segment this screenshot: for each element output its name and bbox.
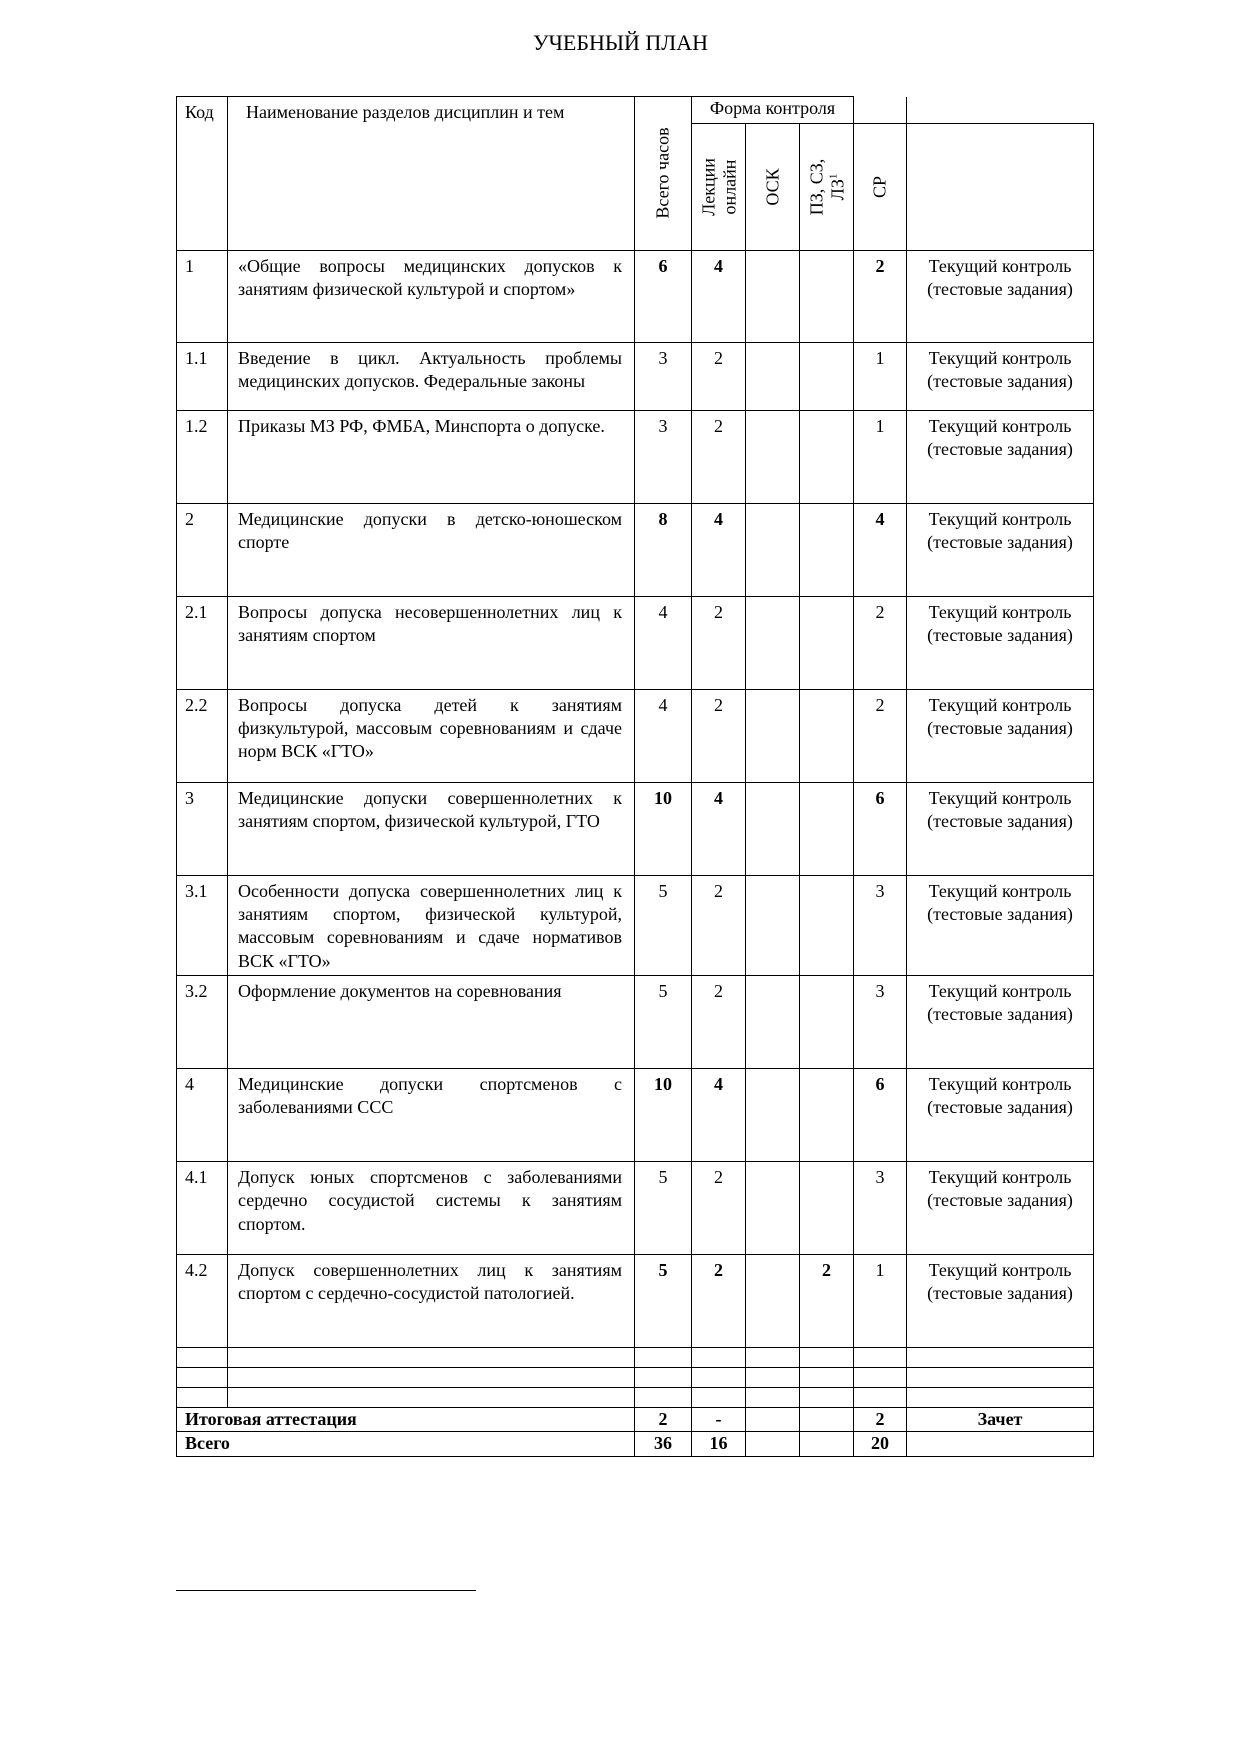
row-title: Допуск совершеннолетних лиц к занятиям спортом с сердечно-сосудистой патологией. <box>228 1255 635 1348</box>
empty-cell <box>907 1368 1094 1388</box>
table-row <box>177 342 1094 410</box>
row-code: 4 <box>177 1069 228 1162</box>
row-sr: 3 <box>854 976 907 1069</box>
empty-cell <box>692 1388 746 1408</box>
row-code: 2.2 <box>177 689 228 782</box>
empty-cell <box>854 1348 907 1368</box>
row-lectures: 2 <box>692 596 746 689</box>
row-osk <box>746 410 800 503</box>
row-lectures: 2 <box>692 976 746 1069</box>
row-control: Текущий контроль (тестовые задания) <box>907 410 1094 503</box>
row-pz <box>800 250 854 342</box>
empty-cell <box>746 1368 800 1388</box>
page-title: УЧЕБНЫЙ ПЛАН <box>533 30 708 55</box>
row-lectures: 2 <box>692 875 746 976</box>
curriculum-table <box>176 96 1094 1457</box>
row-pz <box>800 1069 854 1162</box>
row-sr: 4 <box>854 503 907 596</box>
final-attestation-row <box>177 1408 1094 1432</box>
row-sr: 2 <box>854 689 907 782</box>
total-row-pz <box>800 1432 854 1456</box>
header-pz-line1: ПЗ, СЗ, <box>805 158 826 215</box>
final-attestation-row-control: Зачет <box>907 1408 1094 1432</box>
row-code: 2 <box>177 503 228 596</box>
total-row-total: 36 <box>635 1432 692 1456</box>
header-blank-right <box>907 97 1094 124</box>
final-attestation-row-total: 2 <box>635 1408 692 1432</box>
row-control: Текущий контроль (тестовые задания) <box>907 782 1094 875</box>
row-lectures: 2 <box>692 689 746 782</box>
row-lectures: 4 <box>692 782 746 875</box>
empty-cell <box>635 1368 692 1388</box>
row-total-hours: 5 <box>635 1162 692 1255</box>
row-title: Особенности допуска совершеннолетних лиц к занятиям спортом, физической культурой, массовым соревнованиям и сдаче нормативов ВСК «ГТО» <box>228 875 635 976</box>
empty-cell <box>228 1348 635 1368</box>
row-osk <box>746 1255 800 1348</box>
row-pz: 2 <box>800 1255 854 1348</box>
row-title: Оформление документов на соревнования <box>228 976 635 1069</box>
row-sr: 2 <box>854 250 907 342</box>
final-attestation-row-osk <box>746 1408 800 1432</box>
row-pz <box>800 782 854 875</box>
header-sr <box>854 123 907 250</box>
empty-cell <box>692 1348 746 1368</box>
row-title: Допуск юных спортсменов с заболеваниями сердечно сосудистой системы к занятиям спортом. <box>228 1162 635 1255</box>
total-row-lec: 16 <box>692 1432 746 1456</box>
row-title: Медицинские допуски спортсменов с заболеваниями ССС <box>228 1069 635 1162</box>
header-sr-label: СР <box>869 175 890 198</box>
table-row <box>177 875 1094 976</box>
header-pz-line2: ЛЗ <box>826 178 847 200</box>
row-sr: 3 <box>854 875 907 976</box>
row-code: 3.2 <box>177 976 228 1069</box>
table-row <box>177 782 1094 875</box>
row-control: Текущий контроль (тестовые задания) <box>907 1069 1094 1162</box>
row-pz <box>800 875 854 976</box>
empty-cell <box>907 1348 1094 1368</box>
row-code: 2.1 <box>177 596 228 689</box>
table-row <box>177 410 1094 503</box>
table-row <box>177 503 1094 596</box>
row-total-hours: 6 <box>635 250 692 342</box>
row-pz <box>800 1162 854 1255</box>
row-lectures: 4 <box>692 250 746 342</box>
header-lectures-line2: онлайн <box>718 159 739 214</box>
header-total-hours <box>635 97 692 251</box>
header-lectures-label <box>698 158 739 216</box>
row-osk <box>746 875 800 976</box>
header-osk-label: ОСК <box>762 167 783 206</box>
row-pz <box>800 342 854 410</box>
header-osk <box>746 123 800 250</box>
row-osk <box>746 596 800 689</box>
total-row-label: Всего <box>177 1432 635 1456</box>
table-row <box>177 976 1094 1069</box>
row-pz <box>800 410 854 503</box>
row-control: Текущий контроль (тестовые задания) <box>907 596 1094 689</box>
row-total-hours: 8 <box>635 503 692 596</box>
empty-cell <box>177 1348 228 1368</box>
header-total-hours-label: Всего часов <box>652 127 673 219</box>
empty-cell <box>800 1368 854 1388</box>
header-lectures <box>692 123 746 250</box>
row-sr: 1 <box>854 410 907 503</box>
row-lectures: 4 <box>692 503 746 596</box>
row-osk <box>746 503 800 596</box>
row-pz <box>800 503 854 596</box>
row-code: 1.2 <box>177 410 228 503</box>
row-control: Текущий контроль (тестовые задания) <box>907 342 1094 410</box>
row-pz <box>800 689 854 782</box>
row-osk <box>746 689 800 782</box>
row-total-hours: 10 <box>635 782 692 875</box>
empty-row <box>177 1388 1094 1408</box>
row-sr: 1 <box>854 1255 907 1348</box>
empty-cell <box>635 1388 692 1408</box>
row-title: Приказы МЗ РФ, ФМБА, Минспорта о допуске. <box>228 410 635 503</box>
empty-cell <box>692 1368 746 1388</box>
final-attestation-row-sr: 2 <box>854 1408 907 1432</box>
row-sr: 1 <box>854 342 907 410</box>
empty-cell <box>228 1368 635 1388</box>
table-row <box>177 596 1094 689</box>
row-title: Вопросы допуска детей к занятиям физкультурой, массовым соревнованиям и сдаче норм ВСК «ГТО» <box>228 689 635 782</box>
header-lectures-line1: Лекции <box>697 157 718 216</box>
empty-cell <box>177 1368 228 1388</box>
row-title: Введение в цикл. Актуальность проблемы медицинских допусков. Федеральные законы <box>228 342 635 410</box>
header-pz-label <box>806 158 847 215</box>
row-title: Медицинские допуски совершеннолетних к занятиям спортом, физической культурой, ГТО <box>228 782 635 875</box>
row-code: 1 <box>177 250 228 342</box>
table-row <box>177 1162 1094 1255</box>
row-title: «Общие вопросы медицинских допусков к занятиям физической культурой и спортом» <box>228 250 635 342</box>
header-name: Наименование разделов дисциплин и тем <box>228 97 635 251</box>
header-pz <box>800 123 854 250</box>
empty-row <box>177 1368 1094 1388</box>
empty-cell <box>854 1388 907 1408</box>
final-attestation-row-lec: - <box>692 1408 746 1432</box>
empty-cell <box>907 1388 1094 1408</box>
row-total-hours: 4 <box>635 689 692 782</box>
footnote-separator <box>176 1590 476 1591</box>
table-row <box>177 250 1094 342</box>
table-row <box>177 1255 1094 1348</box>
row-title: Вопросы допуска несовершеннолетних лиц к занятиям спортом <box>228 596 635 689</box>
final-attestation-row-pz <box>800 1408 854 1432</box>
row-total-hours: 3 <box>635 342 692 410</box>
table-row <box>177 1069 1094 1162</box>
total-row <box>177 1432 1094 1456</box>
empty-cell <box>228 1388 635 1408</box>
table-row <box>177 689 1094 782</box>
empty-row <box>177 1348 1094 1368</box>
row-lectures: 2 <box>692 342 746 410</box>
row-code: 4.2 <box>177 1255 228 1348</box>
empty-cell <box>746 1348 800 1368</box>
row-osk <box>746 342 800 410</box>
row-total-hours: 5 <box>635 1255 692 1348</box>
row-total-hours: 3 <box>635 410 692 503</box>
row-control: Текущий контроль (тестовые задания) <box>907 503 1094 596</box>
row-total-hours: 4 <box>635 596 692 689</box>
row-sr: 6 <box>854 1069 907 1162</box>
row-sr: 6 <box>854 782 907 875</box>
row-code: 3 <box>177 782 228 875</box>
row-osk <box>746 976 800 1069</box>
curriculum-table-wrapper <box>176 96 1093 1457</box>
row-sr: 2 <box>854 596 907 689</box>
row-control: Текущий контроль (тестовые задания) <box>907 689 1094 782</box>
total-row-control <box>907 1432 1094 1456</box>
row-code: 1.1 <box>177 342 228 410</box>
row-total-hours: 10 <box>635 1069 692 1162</box>
header-control-group: Форма контроля <box>692 97 854 124</box>
row-code: 3.1 <box>177 875 228 976</box>
empty-cell <box>177 1388 228 1408</box>
row-osk <box>746 250 800 342</box>
row-control: Текущий контроль (тестовые задания) <box>907 875 1094 976</box>
row-lectures: 2 <box>692 410 746 503</box>
row-control: Текущий контроль (тестовые задания) <box>907 1255 1094 1348</box>
row-lectures: 2 <box>692 1162 746 1255</box>
header-code: Код <box>177 97 228 251</box>
row-code: 4.1 <box>177 1162 228 1255</box>
row-pz <box>800 976 854 1069</box>
row-control: Текущий контроль (тестовые задания) <box>907 1162 1094 1255</box>
row-osk <box>746 782 800 875</box>
row-title: Медицинские допуски в детско-юношеском спорте <box>228 503 635 596</box>
row-lectures: 2 <box>692 1255 746 1348</box>
empty-cell <box>800 1348 854 1368</box>
row-control: Текущий контроль (тестовые задания) <box>907 250 1094 342</box>
empty-cell <box>800 1388 854 1408</box>
row-total-hours: 5 <box>635 976 692 1069</box>
empty-cell <box>746 1388 800 1408</box>
total-row-osk <box>746 1432 800 1456</box>
row-sr: 3 <box>854 1162 907 1255</box>
header-blank <box>854 97 907 124</box>
header-control-empty <box>907 123 1094 250</box>
empty-cell <box>854 1368 907 1388</box>
final-attestation-row-label: Итоговая аттестация <box>177 1408 635 1432</box>
row-pz <box>800 596 854 689</box>
row-osk <box>746 1069 800 1162</box>
row-osk <box>746 1162 800 1255</box>
row-lectures: 4 <box>692 1069 746 1162</box>
row-control: Текущий контроль (тестовые задания) <box>907 976 1094 1069</box>
total-row-sr: 20 <box>854 1432 907 1456</box>
footnote-marker: 1 <box>826 173 839 179</box>
row-total-hours: 5 <box>635 875 692 976</box>
empty-cell <box>635 1348 692 1368</box>
